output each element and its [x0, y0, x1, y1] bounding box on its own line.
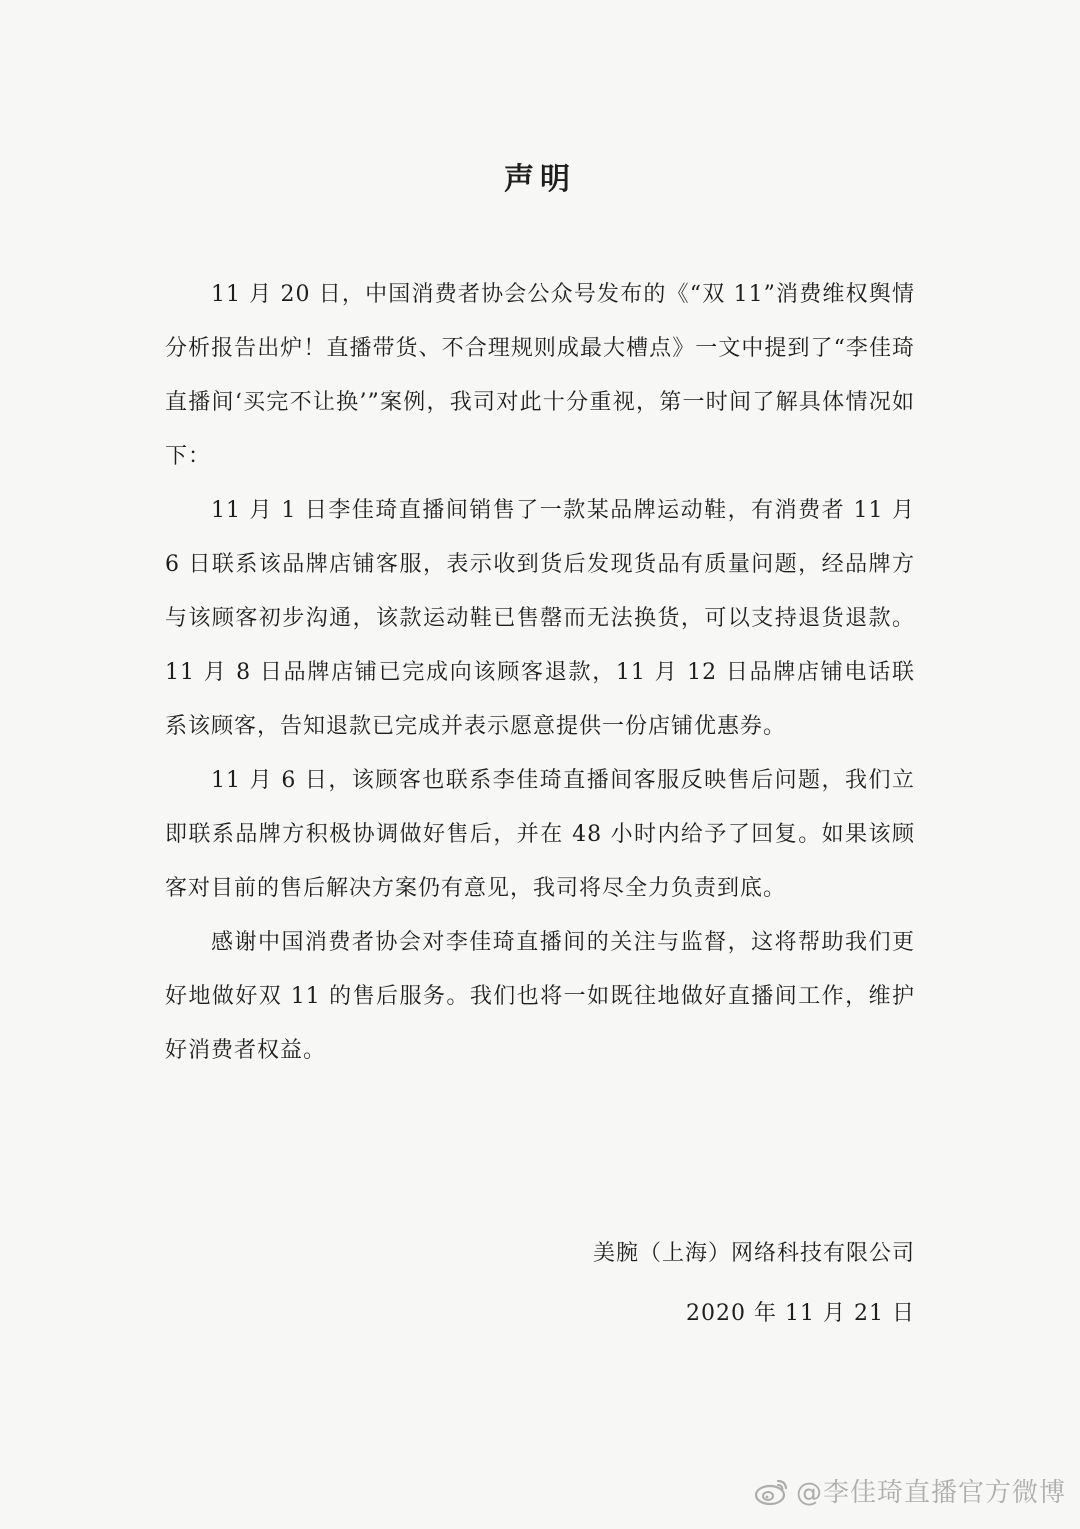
- paragraph-2: 11 月 1 日李佳琦直播间销售了一款某品牌运动鞋，有消费者 11 月 6 日联系该品牌店铺客服，表示收到货后发现货品有质量问题，经品牌方与该顾客初步沟通，该款运动鞋已售罄而无法换货，可以支持退货退款。11 月 8 日品牌店铺已完成向该顾客退款，11 月 12 日品牌店铺电话联系该顾客，告知退款已完成并表示愿意提供一份店铺优惠券。: [165, 498, 915, 739]
- statement-date: 2020 年 11 月 21 日: [686, 1301, 915, 1326]
- company-name: 美腕（上海）网络科技有限公司: [592, 1241, 915, 1266]
- paragraph-3: 11 月 6 日，该顾客也联系李佳琦直播间客服反映售后问题，我们立即联系品牌方积极协调做好售后，并在 48 小时内给予了回复。如果该顾客对目前的售后解决方案仍有意见，我司将尽全力负责到底。: [165, 768, 915, 901]
- document-body: [165, 268, 915, 1078]
- weibo-icon: [754, 1476, 790, 1506]
- watermark-text: @李佳琦直播官方微博: [795, 1478, 1066, 1508]
- document-title: 声明: [504, 162, 576, 197]
- signature-block: [593, 1232, 915, 1336]
- paragraph-4: 感谢中国消费者协会对李佳琦直播间的关注与监督，这将帮助我们更好地做好双 11 的售后服务。我们也将一如既往地做好直播间工作，维护好消费者权益。: [165, 930, 915, 1063]
- paragraph-1: 11 月 20 日，中国消费者协会公众号发布的《“双 11”消费维权舆情分析报告出炉！直播带货、不合理规则成最大槽点》一文中提到了“李佳琦直播间‘买完不让换’”案例，我司对此十分重视，第一时间了解具体情况如下：: [165, 282, 915, 469]
- weibo-watermark: [754, 1472, 1066, 1509]
